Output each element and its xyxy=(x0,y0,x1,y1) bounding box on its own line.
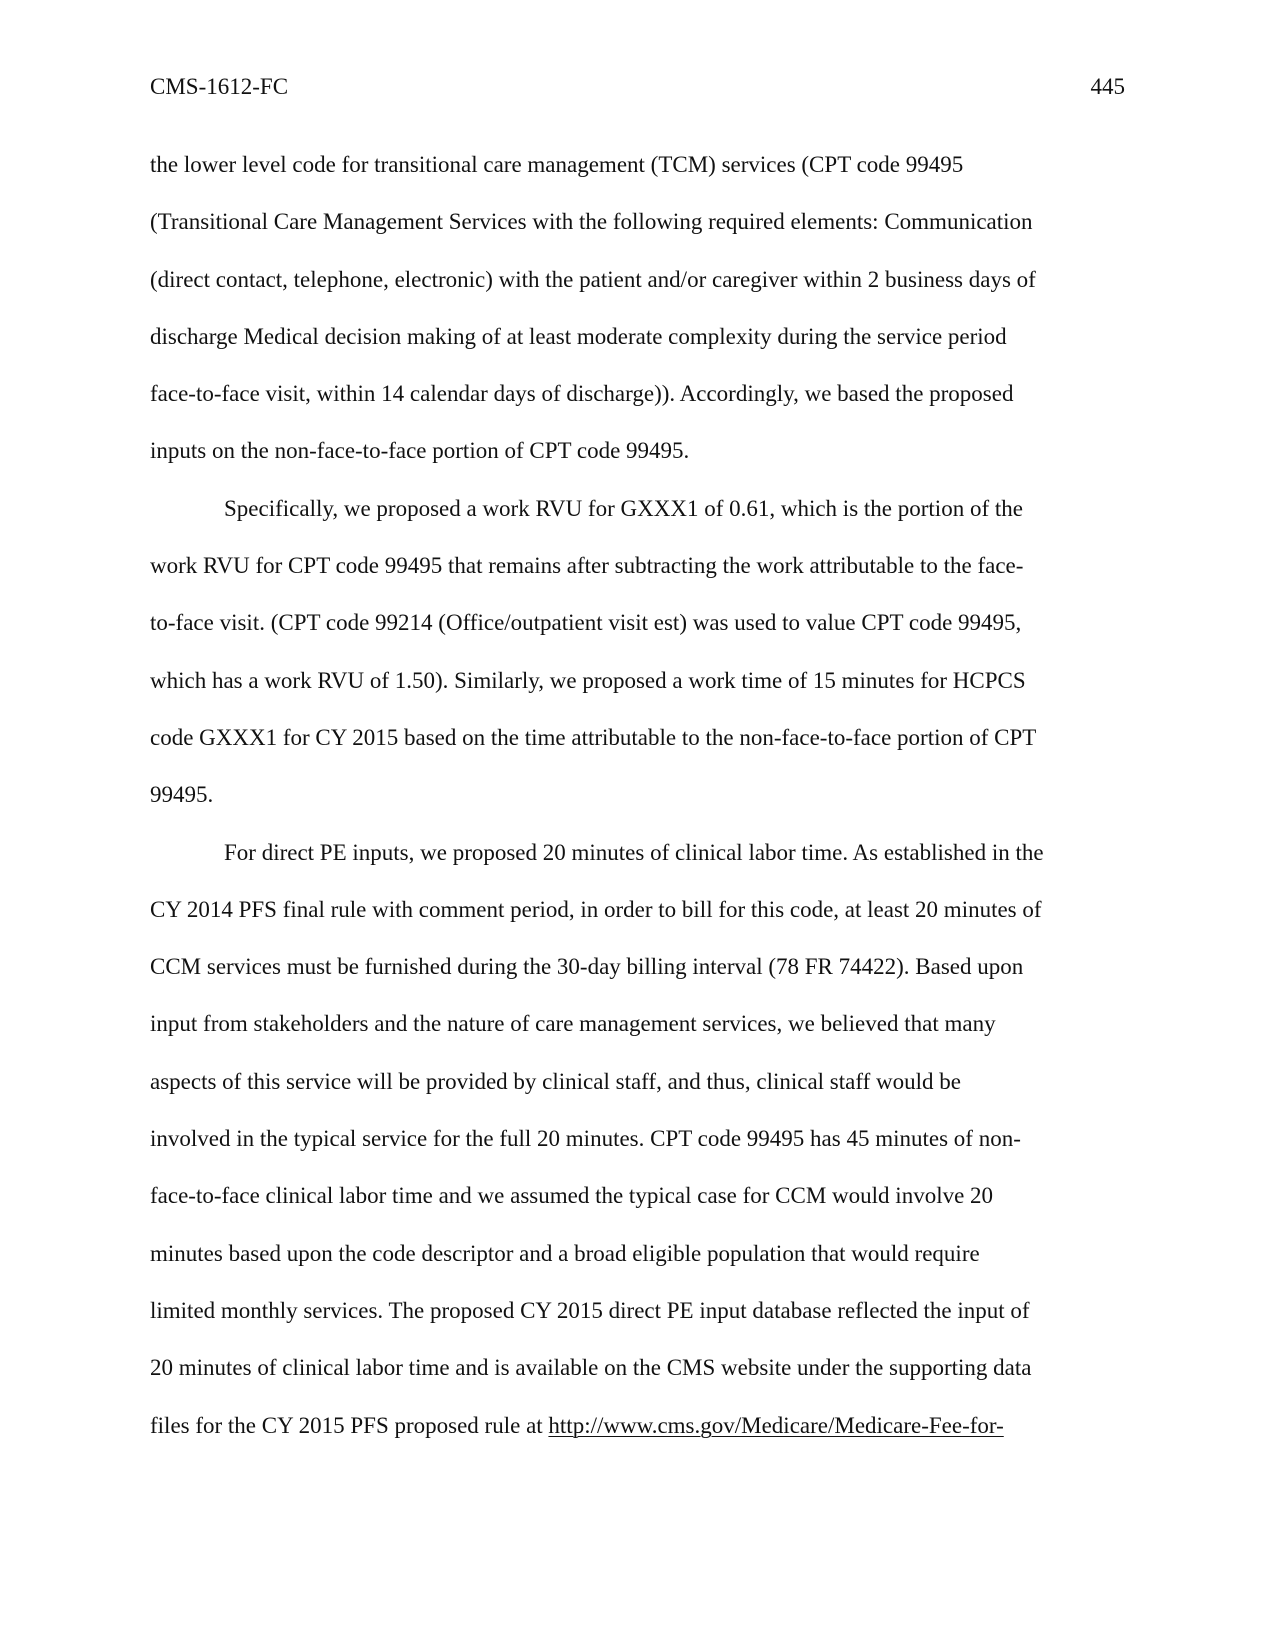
text-line: aspects of this service will be provided by clinical staff, and thus, clinical staff would be xyxy=(150,1068,961,1094)
cms-website-link[interactable]: http://www.cms.gov/Medicare/Medicare-Fee-for- xyxy=(548,1412,1004,1438)
text-line: input from stakeholders and the nature of care management services, we believed that many xyxy=(150,1011,996,1037)
paragraph-start-line: For direct PE inputs, we proposed 20 minutes of clinical labor time. As established in the xyxy=(224,839,1044,865)
text-line: inputs on the non-face-to-face portion of CPT code 99495. xyxy=(150,438,690,464)
page-header xyxy=(150,72,1125,102)
text-line-with-link xyxy=(150,1402,1125,1459)
text-line: 99495. xyxy=(150,782,214,808)
text-line: code GXXX1 for CY 2015 based on the time attributable to the non-face-to-face portion of CPT xyxy=(150,724,1037,750)
text-line: minutes based upon the code descriptor and a broad eligible population that would require xyxy=(150,1240,980,1266)
paragraph-start-line: Specifically, we proposed a work RVU for GXXX1 of 0.61, which is the portion of the xyxy=(224,495,1023,521)
text-line: involved in the typical service for the full 20 minutes. CPT code 99495 has 45 minutes of non- xyxy=(150,1126,1021,1152)
body-text xyxy=(150,141,1125,1459)
text-line: discharge Medical decision making of at least moderate complexity during the service period xyxy=(150,323,1007,349)
text-line: to-face visit. (CPT code 99214 (Office/outpatient visit est) was used to value CPT code 99495, xyxy=(150,610,1022,636)
text-line: which has a work RVU of 1.50). Similarly, we proposed a work time of 15 minutes for HCPCS xyxy=(150,667,1026,693)
text-line: (direct contact, telephone, electronic) with the patient and/or caregiver within 2 business days of xyxy=(150,266,1036,292)
text-line: 20 minutes of clinical labor time and is available on the CMS website under the supporting data xyxy=(150,1355,1032,1381)
text-line: face-to-face visit, within 14 calendar days of discharge)). Accordingly, we based the proposed xyxy=(150,381,1014,407)
text-line: face-to-face clinical labor time and we assumed the typical case for CCM would involve 20 xyxy=(150,1183,994,1209)
text-line: (Transitional Care Management Services with the following required elements: Communication xyxy=(150,209,1033,235)
text-line: CCM services must be furnished during the 30-day billing interval (78 FR 74422). Based upon xyxy=(150,954,1024,980)
document-id: CMS-1612-FC xyxy=(150,74,289,99)
text-line-prefix: files for the CY 2015 PFS proposed rule at xyxy=(150,1412,549,1438)
text-line: work RVU for CPT code 99495 that remains after subtracting the work attributable to the face- xyxy=(150,553,1024,579)
text-line: CY 2014 PFS final rule with comment period, in order to bill for this code, at least 20 minutes of xyxy=(150,896,1042,922)
text-line: the lower level code for transitional care management (TCM) services (CPT code 99495 xyxy=(150,152,964,177)
text-line: limited monthly services. The proposed CY 2015 direct PE input database reflected the input of xyxy=(150,1297,1030,1323)
page-number: 445 xyxy=(1090,74,1125,99)
